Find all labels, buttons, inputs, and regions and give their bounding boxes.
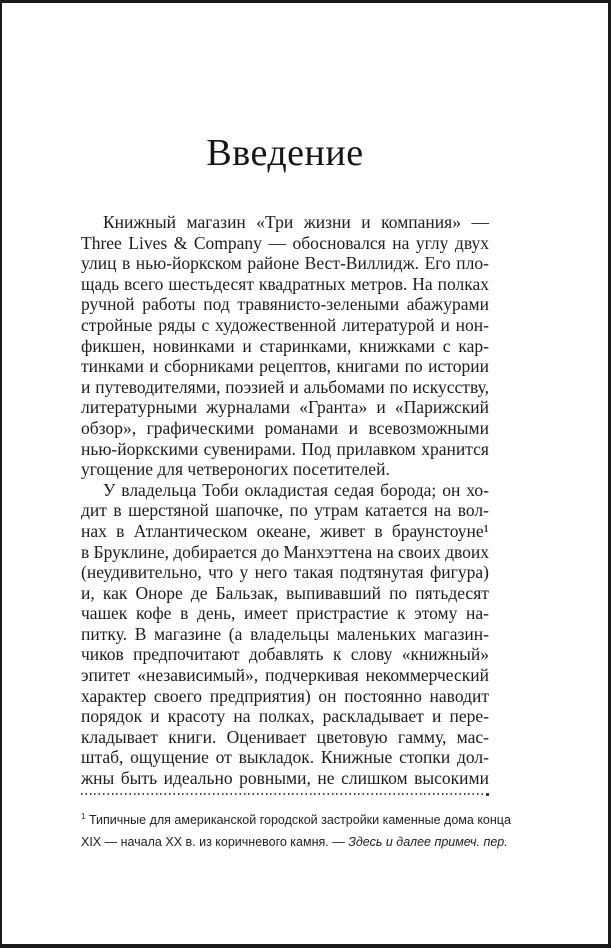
- word: к: [332, 644, 342, 665]
- text-line: угощение для четвероногих посетителей.: [81, 459, 390, 480]
- word: нью-йоркском: [135, 253, 242, 274]
- word: что: [208, 562, 234, 583]
- text-line: [81, 644, 489, 665]
- word: чашек: [81, 603, 128, 624]
- word: дит: [81, 500, 107, 521]
- word: предпочитают: [133, 644, 240, 665]
- word: на: [392, 232, 410, 253]
- word: подтянутая: [339, 562, 424, 583]
- word: двух: [454, 232, 489, 253]
- word: кар-: [458, 335, 489, 356]
- word: седая: [333, 479, 375, 500]
- word: нах: [81, 520, 107, 541]
- word: кофе: [135, 603, 172, 624]
- word: прилавком: [336, 438, 416, 459]
- footnote-text: Типичные для американской городской застройки каменные дома конца: [88, 813, 511, 828]
- word: владельцы: [250, 623, 330, 644]
- word: и: [361, 212, 371, 232]
- word: день,: [196, 603, 236, 624]
- word: (а: [228, 623, 243, 644]
- word: и: [149, 356, 159, 377]
- word: углу: [415, 232, 449, 253]
- word: у: [239, 562, 249, 583]
- word: в: [374, 520, 383, 541]
- word: Оценивает: [226, 726, 307, 747]
- word: по: [404, 356, 423, 377]
- word: рецептов,: [259, 356, 331, 377]
- word: наводит: [429, 685, 489, 706]
- text-line: [81, 500, 489, 521]
- word: браунстоуне¹: [391, 520, 489, 541]
- word: В: [134, 623, 147, 644]
- text-line: [81, 747, 489, 768]
- text-line: [81, 233, 489, 254]
- word: питку.: [81, 623, 128, 644]
- word: на: [376, 541, 394, 562]
- text-line: [81, 583, 489, 604]
- word: владельца: [121, 479, 197, 500]
- word: утрам: [314, 500, 359, 521]
- word: такая: [293, 562, 334, 583]
- word: магазине: [154, 623, 222, 644]
- word: на: [434, 500, 452, 521]
- word: кладывает: [81, 726, 158, 747]
- word: идеально: [163, 768, 233, 789]
- word: обзор»,: [81, 417, 137, 438]
- word: Бруклине,: [93, 541, 169, 562]
- text-line: [81, 253, 489, 274]
- word: путеводителями,: [95, 376, 221, 397]
- word: Манхэттена: [283, 541, 373, 562]
- word: пятьдесят: [415, 582, 489, 603]
- word: вол-: [457, 500, 489, 521]
- word: сборниками: [164, 356, 254, 377]
- word: работы: [142, 294, 196, 315]
- word: своих: [398, 541, 441, 562]
- word: и: [242, 335, 252, 356]
- word: слишком: [341, 768, 408, 789]
- word: жизни: [303, 212, 351, 232]
- word: старинками,: [259, 335, 352, 356]
- word: Книжные: [320, 747, 393, 768]
- word: де: [190, 582, 208, 603]
- word: по: [289, 500, 308, 521]
- word: Книжный: [103, 212, 176, 232]
- word: шапочке,: [215, 500, 284, 521]
- word: некоммерческий: [365, 665, 489, 686]
- word: книжками: [359, 335, 435, 356]
- word: Оноре: [135, 582, 183, 603]
- text-line: [81, 274, 489, 295]
- word: всего: [124, 273, 164, 294]
- word: дол-: [457, 747, 489, 768]
- word: улиц: [81, 253, 117, 274]
- word: до: [261, 541, 280, 562]
- word: имеет: [243, 603, 288, 624]
- word: травянисто-зелеными: [237, 294, 400, 315]
- word: магазин-: [423, 623, 489, 644]
- word: У: [103, 479, 116, 500]
- word: квадратных: [258, 273, 346, 294]
- text-line: [81, 356, 489, 377]
- text-line: [81, 480, 489, 501]
- word: искусству,: [412, 376, 489, 397]
- word: обосновался: [292, 232, 386, 253]
- word: он: [318, 685, 337, 706]
- footnote-lines: [81, 806, 511, 853]
- word: Его: [424, 253, 451, 274]
- word: быть: [120, 768, 158, 789]
- word: эпитет: [81, 665, 131, 686]
- word: стопки: [399, 747, 451, 768]
- word: —: [268, 232, 286, 253]
- word: «Гранта»: [299, 397, 368, 418]
- word: и: [81, 376, 91, 397]
- word: «Парижский: [394, 397, 489, 418]
- word: добавлять: [248, 644, 324, 665]
- word: всевозможными: [368, 417, 489, 438]
- word: в: [81, 541, 90, 562]
- word: характер: [81, 685, 147, 706]
- word: и: [431, 706, 442, 727]
- word: фигура): [429, 562, 489, 583]
- word: в: [113, 500, 122, 521]
- word: Вест-Виллидж.: [304, 253, 420, 274]
- word: штаб,: [81, 747, 124, 768]
- word: маленьких: [336, 623, 417, 644]
- footnote-line: [81, 832, 508, 854]
- word: шестьдесят: [168, 273, 254, 294]
- text-line: [81, 377, 489, 398]
- word: романами: [264, 417, 339, 438]
- word: графическими: [146, 417, 255, 438]
- word: Под: [301, 438, 332, 459]
- word: магазин: [186, 212, 246, 232]
- word: поэзией: [225, 376, 285, 397]
- word: добирается: [173, 541, 258, 562]
- word: и: [150, 706, 160, 727]
- word: районе: [247, 253, 300, 274]
- word: и: [348, 417, 358, 438]
- word: сувенирами.: [203, 438, 296, 459]
- word: художественной: [215, 314, 337, 335]
- text-line: [81, 542, 489, 563]
- footnote-separator: [81, 793, 489, 795]
- chapter-title: Введение: [206, 132, 364, 174]
- word: жны: [81, 768, 115, 789]
- text-line: [81, 562, 489, 583]
- word: не: [317, 768, 335, 789]
- page-content: [81, 3, 511, 944]
- word: Атлантическом: [133, 520, 248, 541]
- word: «независимый»,: [137, 665, 259, 686]
- word: живет: [320, 520, 366, 541]
- text-line: [81, 521, 489, 542]
- text-line: [81, 768, 489, 789]
- word: Lives: [128, 232, 168, 253]
- footnote-marker: 1: [81, 812, 86, 821]
- word: раскладывает: [322, 706, 424, 727]
- word: этому: [414, 603, 458, 624]
- text-line: [81, 665, 489, 686]
- word: предприятия): [209, 685, 311, 706]
- word: нью-йоркскими: [81, 438, 199, 459]
- word: полках: [437, 273, 489, 294]
- text-line: [81, 397, 489, 418]
- word: мас-: [456, 726, 489, 747]
- word: ощущение: [130, 747, 209, 768]
- word: своего: [153, 685, 203, 706]
- word: по: [389, 376, 408, 397]
- body-text: [81, 212, 489, 789]
- word: постоянно: [344, 685, 422, 706]
- word: «Три: [256, 212, 294, 232]
- word: (неудивительно,: [81, 562, 202, 583]
- text-line: [81, 706, 489, 727]
- word: «книжный»: [401, 644, 489, 665]
- word: под: [203, 294, 230, 315]
- word: &: [173, 232, 188, 253]
- word: катается: [364, 500, 428, 521]
- text-line: [81, 212, 489, 233]
- word: чиков: [81, 644, 124, 665]
- word: гамму,: [397, 726, 447, 747]
- word: нон-: [455, 314, 489, 335]
- word: него: [254, 562, 288, 583]
- word: литературой: [342, 314, 435, 335]
- word: хранится: [421, 438, 489, 459]
- word: окладистая: [244, 479, 329, 500]
- word: красоту: [167, 706, 226, 727]
- word: в: [121, 253, 131, 274]
- word: журналами: [206, 397, 291, 418]
- text-line: [81, 439, 489, 460]
- text-line: [81, 686, 489, 707]
- word: пристрастие: [296, 603, 389, 624]
- footnote: [81, 806, 511, 853]
- text-line: [81, 315, 489, 336]
- word: книги.: [168, 726, 217, 747]
- word: абажурами: [406, 294, 489, 315]
- word: компания»: [381, 212, 461, 232]
- word: с: [201, 314, 210, 335]
- footnote-italic-note: Здесь и далее примеч. пер.: [348, 834, 508, 849]
- word: океане,: [256, 520, 311, 541]
- word: полках,: [258, 706, 315, 727]
- word: —: [471, 212, 489, 232]
- word: хо-: [466, 479, 489, 500]
- word: тинками: [81, 356, 144, 377]
- word: фикшен,: [81, 335, 146, 356]
- word: Three: [81, 232, 122, 253]
- text-line: [81, 294, 489, 315]
- word: выкладок.: [238, 747, 315, 768]
- word: от: [215, 747, 232, 768]
- word: новинками: [153, 335, 235, 356]
- word: литературными: [81, 397, 198, 418]
- footnote-line: [81, 806, 511, 832]
- word: высокими: [414, 768, 489, 789]
- text-line: [81, 418, 489, 439]
- text-line: [81, 336, 489, 357]
- word: На: [412, 273, 433, 294]
- word: ручной: [81, 294, 135, 315]
- word: Тоби: [202, 479, 239, 500]
- word: слову: [350, 644, 393, 665]
- word: цветовую: [316, 726, 388, 747]
- word: борода;: [380, 479, 437, 500]
- text-line: [81, 624, 489, 645]
- word: пере-: [449, 706, 489, 727]
- word: истории: [428, 356, 489, 377]
- footnote-text: XIX — начала XX в. из коричневого камня. —: [81, 834, 349, 849]
- word: и: [376, 397, 386, 418]
- word: пло-: [456, 253, 489, 274]
- word: подчеркивая: [265, 665, 359, 686]
- word: ряды: [158, 314, 196, 335]
- word: метров.: [350, 273, 408, 294]
- word: он: [442, 479, 461, 500]
- text-line: [81, 727, 489, 748]
- word: по: [389, 582, 408, 603]
- word: и: [289, 376, 299, 397]
- word: и: [440, 314, 450, 335]
- word: к: [397, 603, 406, 624]
- word: Бальзак,: [215, 582, 278, 603]
- word: альбомами: [303, 376, 385, 397]
- text-line: [81, 603, 489, 624]
- word: в: [180, 603, 189, 624]
- word: стройные: [81, 314, 153, 335]
- word: щадь: [81, 273, 120, 294]
- word: с: [442, 335, 451, 356]
- word: двоих: [445, 541, 489, 562]
- word: на-: [465, 603, 489, 624]
- word: порядок: [81, 706, 143, 727]
- word: на: [233, 706, 251, 727]
- word: Company: [193, 232, 262, 253]
- word: книгами: [336, 356, 400, 377]
- word: шерстяной: [128, 500, 209, 521]
- word: и,: [81, 582, 95, 603]
- word: в: [116, 520, 125, 541]
- word: ровными,: [239, 768, 311, 789]
- word: выпивавший: [285, 582, 381, 603]
- word: как: [102, 582, 128, 603]
